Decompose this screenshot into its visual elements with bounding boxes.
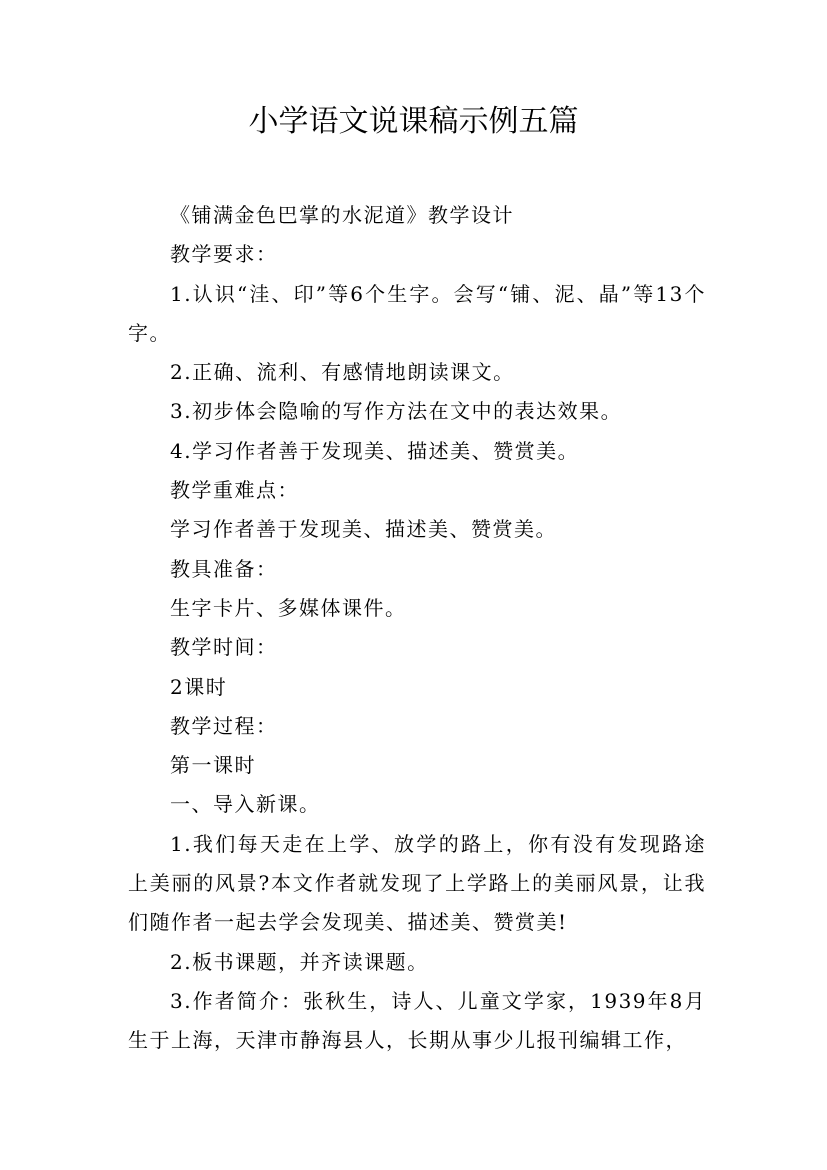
paragraph-materials-text: 生字卡片、多媒体课件。	[170, 595, 407, 620]
paragraph-time-heading: 教学时间：	[170, 635, 278, 660]
paragraph-lesson-design-title: 《铺满金色巴掌的水泥道》教学设计	[170, 203, 514, 227]
paragraph-key-points-text: 学习作者善于发现美、描述美、赞赏美。	[170, 517, 557, 542]
paragraph-requirement-4: 4.学习作者善于发现美、描述美、赞赏美。	[170, 438, 580, 463]
paragraph-requirement-2: 2.正确、流利、有感情地朗读课文。	[170, 360, 515, 385]
paragraph-teaching-requirements-heading: 教学要求：	[170, 242, 278, 267]
paragraph-materials-heading: 教具准备：	[170, 556, 278, 581]
paragraph-requirement-3: 3.初步体会隐喻的写作方法在文中的表达效果。	[170, 399, 623, 424]
paragraph-time-text: 2课时	[170, 674, 228, 699]
paragraph-first-lesson: 第一课时	[170, 753, 256, 778]
paragraph-process-heading: 教学过程：	[170, 713, 278, 738]
paragraph-requirement-1: 1.认识“洼、印”等6个生字。会写“铺、泥、晶”等13个字。	[128, 281, 706, 345]
document-body	[128, 196, 706, 1061]
paragraph-intro-1: 1.我们每天走在上学、放学的路上，你有没有发现路途上美丽的风景?本文作者就发现了上学路上的美丽风景，让我们随作者一起去学会发现美、描述美、赞赏美!	[128, 831, 706, 935]
document-title: 小学语文说课稿示例五篇	[248, 104, 579, 139]
paragraph-intro-3: 3.作者简介：张秋生，诗人、儿童文学家，1939年8月生于上海，天津市静海县人，长期从事少儿报刊编辑工作，	[128, 988, 706, 1053]
paragraph-section-intro: 一、导入新课。	[170, 792, 321, 817]
paragraph-intro-2: 2.板书课题，并齐读课题。	[170, 949, 429, 974]
paragraph-key-points-heading: 教学重难点：	[170, 478, 299, 503]
